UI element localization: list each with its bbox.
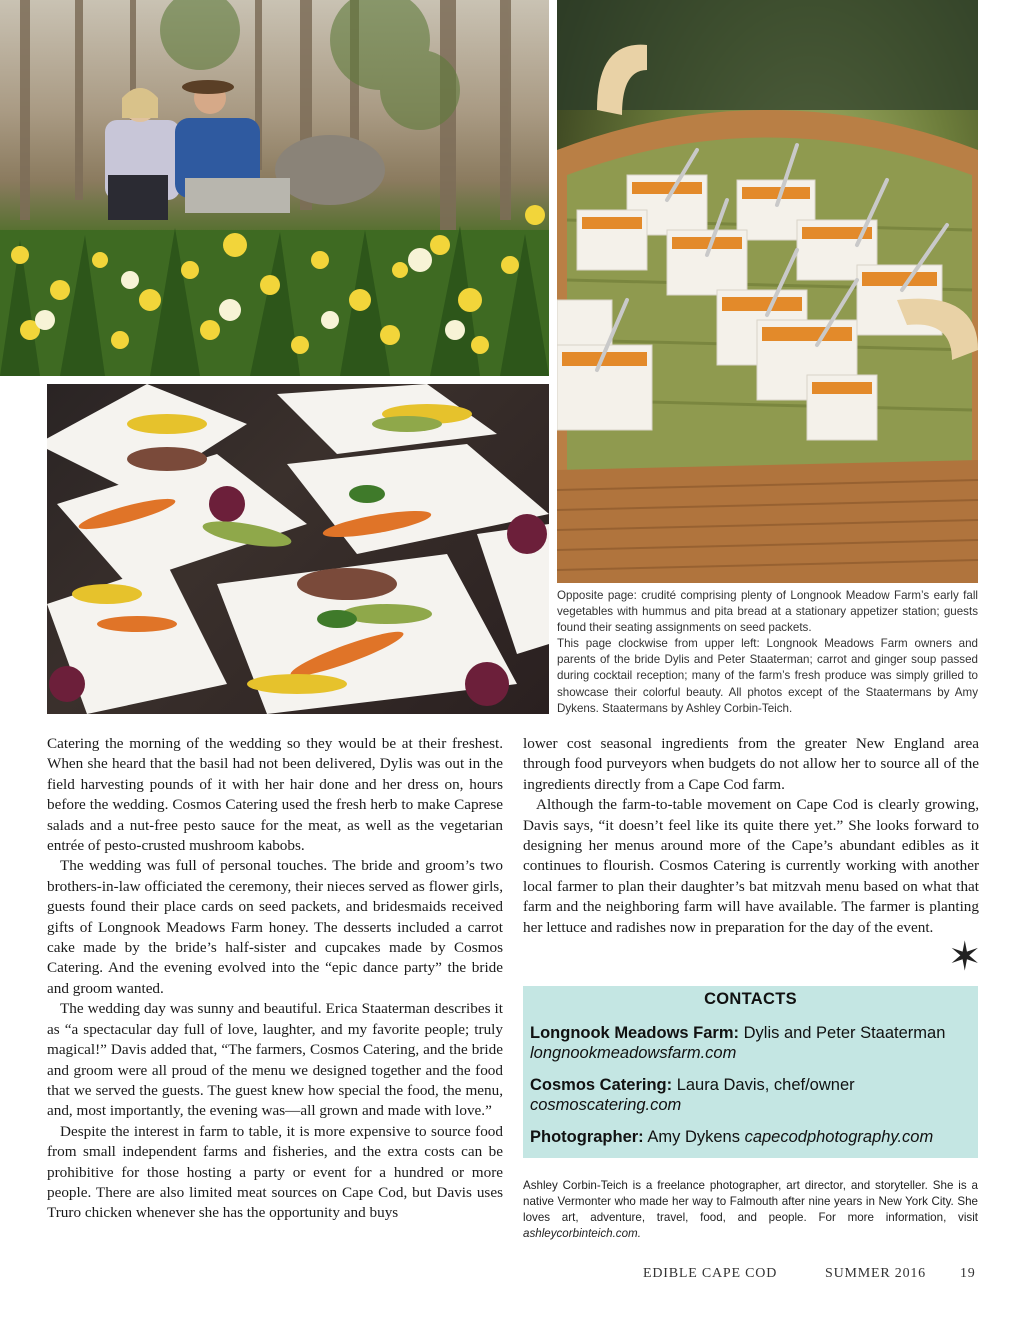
footer-issue: SUMMER 2016 [825,1266,926,1281]
author-bio [523,1178,978,1242]
end-of-article-mark: ✶ [948,934,982,980]
page-footer [0,1266,1024,1286]
contact-entry-catering [530,1075,971,1115]
contact-label: Photographer: [530,1128,644,1146]
contact-url-link[interactable]: cosmoscatering.com [530,1096,682,1114]
article-paragraph: The wedding was full of personal touches. The bride and groom’s two brothers-in-law officiated the ceremony, their nieces served as flower girls, guests found their place cards on seed packets, and bridesmaids received gifts of Longnook Meadows Farm honey. The desserts included a carrot cake made by the bride’s half-sister and cupcakes made by Cosmos Catering. And the evening evolved into the “epic dance party” the bride and groom wanted. [47,857,503,997]
caption-opposite-page: Opposite page: crudité comprising plenty of Longnook Meadow Farm’s early fall vegetables with hummus and pita bread at a stationary appetizer station; guests found their seating assignments on seed packets. [557,589,978,635]
article-paragraph: Although the farm-to-table movement on Cape Cod is clearly growing, Davis says, “it doesn’t feel like its quite there yet.” She looks forward to designing her menus around more of the Cape’s abundant edibles as it continues to flourish. Cosmos Catering is currently working with another local farmer to plan their daughter’s bat mitzvah menu based on what that farm and the neighboring farm will have available. The farmer is planting her lettuce and radishes now in preparation for the day of the event. [523,796,979,936]
contact-url-link[interactable]: capecodphotography.com [744,1128,934,1146]
article-paragraph: Catering the morning of the wedding so they would be at their freshest. When she heard that the basil had not been delivered, Dylis was out in the field harvesting pounds of it with her hair done and her dress on, hours before the wedding. Cosmos Catering used the fresh herb to make Caprese salads and a nut-free pesto sauce for the meat, as well as the vegetarian entrée of pesto-crusted mushroom kabobs. [47,735,503,855]
photo-couple-daffodils [0,0,549,376]
contacts-heading: CONTACTS [704,990,797,1008]
photo-grilled-vegetables [47,384,549,714]
article-paragraph: The wedding day was sunny and beautiful. Erica Staaterman describes it as “a spectacular day full of love, laughter, and my favorite people; truly magical!” Davis added that, “The farmers, Cosmos Catering, and the bride and groom were all proud of the menu we designed together and the food that we served the guests. The guest knew how special the food, the menu, and, most importantly, the evening was—all grown and made with love.” [47,1000,503,1120]
photo-soup-illustration [557,0,978,583]
footer-page-number: 19 [960,1266,976,1281]
author-website-link[interactable]: ashleycorbinteich.com. [523,1227,641,1241]
contact-entry-farm [530,1023,971,1063]
caption-this-page: This page clockwise from upper left: Longnook Meadows Farm owners and parents of the bride Dylis and Peter Staaterman; carrot and ginger soup passed during cocktail reception; many of the farm’s fresh produce was simply grilled to showcase their colorful beauty. All photos except of the Staatermans by Amy Dykens. Staatermans by Ashley Corbin-Teich. [557,637,978,715]
photo-soup-tray [557,0,978,583]
footer-publication: EDIBLE CAPE COD [643,1266,778,1281]
article-column-left [47,734,503,1224]
contact-label: Cosmos Catering: [530,1076,673,1094]
author-bio-text: Ashley Corbin-Teich is a freelance photographer, art director, and storyteller. She is a native Vermonter who made her way to Falmouth after nine years in New York City. She loves art, adventure, travel, food, and people. For more information, visit [523,1179,978,1225]
contact-value: Laura Davis, chef/owner [676,1076,855,1094]
contact-url-link[interactable]: longnookmeadowsfarm.com [530,1044,737,1062]
article-paragraph: lower cost seasonal ingredients from the greater New England area through food purveyors when budgets do not allow her to source all of the ingredients directly from a Cape Cod farm. [523,735,979,793]
photo-caption [557,588,978,717]
contact-value: Amy Dykens [647,1128,740,1146]
photo-couple-illustration [0,0,549,376]
contact-entry-photographer [530,1127,971,1147]
article-column-right [523,734,979,938]
photo-vegetables-illustration [47,384,549,714]
contact-value: Dylis and Peter Staaterman [743,1024,946,1042]
contacts-box [523,986,978,1158]
contact-label: Longnook Meadows Farm: [530,1024,740,1042]
article-paragraph: Despite the interest in farm to table, it is more expensive to source food from small independent farms and fisheries, and the extra costs can be prohibitive for those hosting a party or event for a hundred or more people. There are also limited meat sources on Cape Cod, but Davis uses Truro chicken whenever she has the opportunity and buys [47,1122,503,1222]
